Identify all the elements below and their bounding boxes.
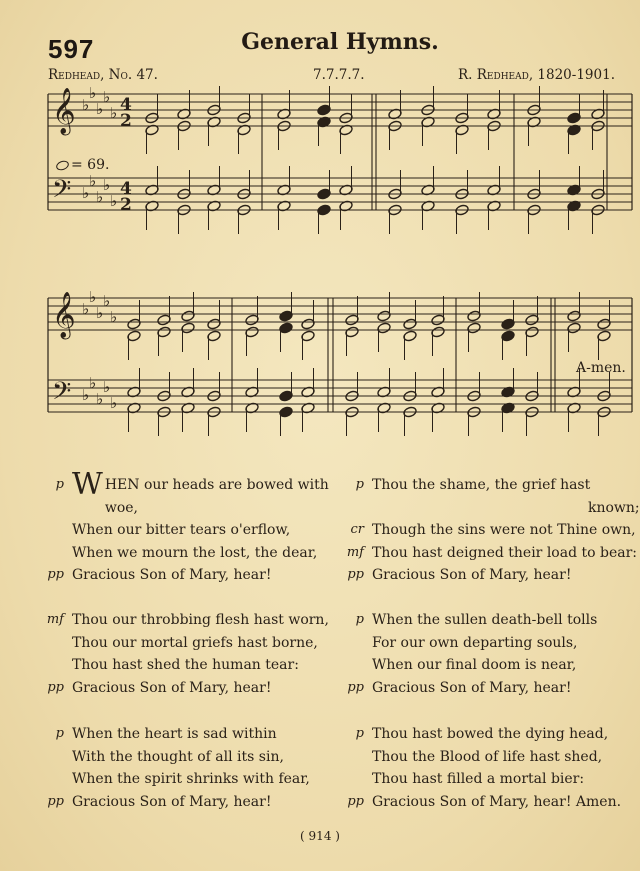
- verse-text: Gracious Son of Mary, hear!: [72, 567, 272, 584]
- verse-line: [55, 723, 337, 746]
- verse-3: [47, 723, 337, 813]
- verse-line: [372, 768, 634, 791]
- flat-icon: ♭: [82, 386, 90, 404]
- meter: 7.7.7.7.: [313, 67, 365, 83]
- time-signature-top: 4: [120, 95, 132, 115]
- verse-line: [72, 632, 337, 655]
- verse-text: Thou hast filled a mortal bier:: [372, 771, 585, 788]
- verse-text: Though the sins were not Thine own,: [372, 522, 636, 539]
- dynamic-marking: pp: [47, 567, 64, 583]
- verse-text: Gracious Son of Mary, hear!: [372, 567, 572, 584]
- dynamic-marking: pp: [347, 793, 364, 809]
- treble-clef-icon: 𝄞: [52, 88, 76, 134]
- section-title: General Hymns.: [241, 29, 439, 55]
- flat-icon: ♭: [89, 374, 97, 392]
- verse-text: Gracious Son of Mary, hear!: [72, 793, 272, 810]
- flat-icon: ♭: [110, 394, 118, 412]
- flat-icon: ♭: [89, 172, 97, 190]
- verse-line: [72, 654, 337, 677]
- verse-text: Gracious Son of Mary, hear!: [72, 679, 272, 696]
- flat-icon: ♭: [89, 288, 97, 306]
- verse-line: [350, 519, 636, 542]
- flat-icon: ♭: [103, 88, 111, 106]
- treble-clef-icon: 𝄞: [52, 292, 76, 338]
- flat-icon: ♭: [82, 96, 90, 114]
- bass-clef-icon: 𝄢: [52, 377, 72, 412]
- flat-icon: ♭: [103, 176, 111, 194]
- dynamic-marking: p: [355, 612, 364, 627]
- verse-line: [72, 768, 337, 791]
- verse-line: [347, 564, 634, 587]
- dynamic-marking: mf: [346, 544, 364, 560]
- flat-icon: ♭: [110, 308, 118, 326]
- verse-line: [347, 677, 634, 700]
- flat-icon: ♭: [96, 188, 104, 206]
- verse-text: When the spirit shrinks with fear,: [72, 771, 310, 788]
- verse-text: HEN our heads are bowed with: [104, 477, 329, 493]
- dynamic-marking: pp: [347, 567, 364, 583]
- flat-icon: ♭: [110, 104, 118, 122]
- tempo-marking: [56, 157, 109, 173]
- flat-icon: ♭: [96, 390, 104, 408]
- dynamic-marking: p: [355, 477, 364, 492]
- page-number: ( 914 ): [300, 829, 340, 843]
- tune-name: Redhead, No. 47.: [48, 67, 158, 83]
- verse-text: Thou hast deigned their load to bear:: [372, 544, 637, 561]
- verse-text: Thou hast shed the human tear:: [72, 657, 299, 674]
- verse-line: [47, 677, 337, 700]
- dynamic-marking: p: [355, 726, 364, 741]
- dynamic-marking: pp: [347, 679, 364, 695]
- verse-text: Gracious Son of Mary, hear!: [372, 679, 572, 696]
- verse-line: [355, 723, 634, 746]
- time-signature-bottom: 2: [120, 195, 132, 215]
- flat-icon: ♭: [103, 378, 111, 396]
- verse-5: [347, 609, 634, 699]
- verse-line: [372, 632, 634, 655]
- composer: R. Redhead, 1820-1901.: [458, 67, 615, 83]
- verse-4: [346, 474, 640, 587]
- verse-line: [346, 542, 637, 565]
- dynamic-marking: p: [55, 726, 64, 741]
- verse-text: When the sullen death-bell tolls: [372, 612, 598, 628]
- dynamic-marking: pp: [47, 793, 64, 809]
- dynamic-marking: p: [55, 477, 64, 492]
- half-note-icon: [55, 159, 70, 172]
- verse-line: [72, 497, 337, 520]
- verse-line: [72, 746, 337, 769]
- verse-line: [355, 474, 634, 497]
- verse-text: Gracious Son of Mary, hear! Amen.: [372, 793, 622, 810]
- verse-text: Thou our throbbing flesh hast worn,: [72, 612, 329, 628]
- verse-line: [46, 609, 337, 632]
- verse-text: known;: [588, 499, 640, 516]
- verse-text: When the heart is sad within: [72, 726, 277, 742]
- verse-line: [47, 564, 337, 587]
- time-signature-bottom: 2: [120, 111, 132, 131]
- verse-line: [372, 654, 634, 677]
- verse-2: [46, 609, 337, 699]
- time-signature-top: 4: [120, 179, 132, 199]
- flat-icon: ♭: [82, 184, 90, 202]
- verse-1: [47, 467, 337, 587]
- drop-cap: W: [72, 467, 103, 502]
- verse-line: [72, 519, 337, 542]
- flat-icon: ♭: [110, 192, 118, 210]
- amen-label: A-men.: [576, 360, 626, 376]
- dynamic-marking: mf: [46, 612, 64, 627]
- hymn-number: 597: [48, 34, 95, 64]
- verse-text: Thou the shame, the grief hast: [372, 477, 591, 493]
- verse-text: When we mourn the lost, the dear,: [72, 544, 318, 561]
- verse-text: Thou hast bowed the dying head,: [372, 726, 609, 742]
- dynamic-marking: pp: [47, 679, 64, 695]
- verse-text: Thou our mortal griefs hast borne,: [72, 634, 318, 651]
- verse-line: [347, 791, 634, 814]
- flat-icon: ♭: [89, 84, 97, 102]
- dynamic-marking: cr: [350, 522, 364, 538]
- verse-text: Thou the Blood of life hast shed,: [372, 748, 603, 765]
- verse-text: When our final doom is near,: [372, 657, 577, 674]
- flat-icon: ♭: [82, 300, 90, 318]
- bass-clef-icon: 𝄢: [52, 175, 72, 210]
- tempo-value: = 69.: [71, 157, 110, 173]
- verse-line: [55, 467, 337, 502]
- verse-line: [372, 497, 640, 520]
- flat-icon: ♭: [96, 304, 104, 322]
- verse-line: [47, 791, 337, 814]
- verse-6: [347, 723, 634, 813]
- verse-line: [372, 746, 634, 769]
- flat-icon: ♭: [103, 292, 111, 310]
- verse-line: [355, 609, 634, 632]
- verse-line: [72, 542, 337, 565]
- verse-text: With the thought of all its sin,: [72, 748, 284, 765]
- verse-text: woe,: [104, 499, 138, 516]
- verse-text: When our bitter tears o'erflow,: [72, 522, 291, 539]
- verse-text: For our own departing souls,: [372, 634, 578, 651]
- flat-icon: ♭: [96, 100, 104, 118]
